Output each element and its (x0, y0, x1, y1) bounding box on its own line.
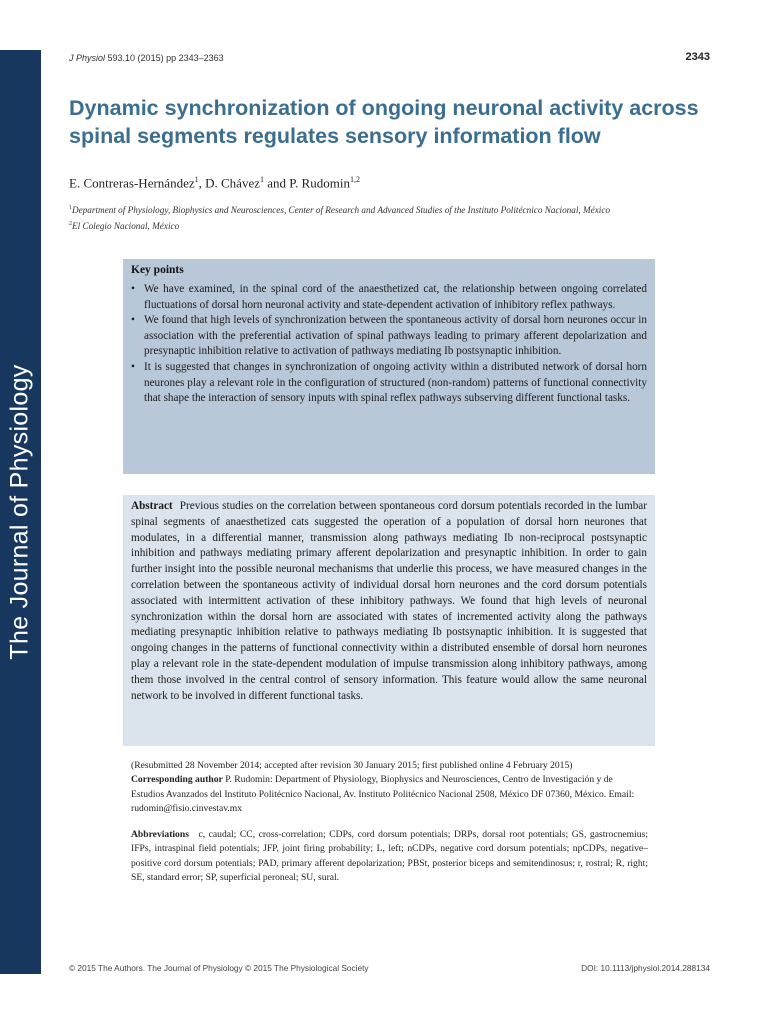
affiliation-text: Department of Physiology, Biophysics and Neurosciences, Center of Research and Advanced Studies of the Instituto Politécnico Nacional, México (72, 205, 611, 216)
bullet-icon: • (131, 283, 135, 295)
bullet-icon: • (131, 360, 135, 373)
footer-copyright: © 2015 The Authors. The Journal of Physiology © 2015 The Physiological Society (69, 963, 369, 973)
affiliation-text: El Colegio Nacional, México (72, 221, 180, 232)
author-separator: and (263, 175, 290, 191)
author-separator: , (198, 175, 206, 191)
affiliation-mark: 2 (69, 221, 72, 228)
footer-doi: DOI: 10.1113/jphysiol.2014.288134 (581, 963, 710, 973)
abbreviations (131, 828, 648, 885)
author-name: P. Rudomin (289, 175, 350, 191)
key-point-text: It is suggested that changes in synchronization of ongoing activity within a distributed network of dorsal horn neurones play a relevant role in the configuration of structured (non-random) patterns of functional connectivity that shape the interaction of sensory inputs with spinal reflex pathways subserving different functional tasks. (144, 360, 647, 405)
key-point-text: We have examined, in the spinal cord of the anaesthetized cat, the relationship between ongoing correlated fluctuations of dorsal horn neuronal activity and state-dependent activation of inhibitory reflex pathways. (144, 283, 647, 311)
bullet-icon: • (131, 314, 135, 327)
key-points-heading: Key points (131, 264, 184, 276)
page-number: 2343 (685, 51, 710, 63)
key-point (131, 282, 647, 313)
abbreviations-text: c, caudal; CC, cross-correlation; CDPs, cord dorsum potentials; DRPs, dorsal root potentials; GS, gastrocnemius; IFPs, intraspinal field potentials; JFP, joint firing probability; L, left; nCDPs, negative cord dorsum potentials; npCDPs, negative–positive cord dorsum potentials; PAD, primary afferent depolarization; PBSt, posterior biceps and semitendinosus; r, rostral; R, right; SE, standard error; SP, superficial peroneal; SU, sural. (131, 829, 648, 883)
key-points-box (123, 259, 655, 474)
corresponding-author-label: Corresponding author (131, 774, 223, 786)
article-history (131, 759, 648, 816)
key-point (131, 313, 647, 360)
corresponding-author (131, 773, 648, 816)
affiliation-mark: 1 (69, 205, 72, 211)
author-affiliation-mark: 1 (259, 175, 264, 184)
author-name: D. Chávez (205, 175, 260, 191)
affiliation (69, 201, 729, 217)
affiliation (69, 217, 729, 233)
author-affiliation-mark: 1 (194, 175, 199, 184)
affiliation-list (69, 201, 729, 233)
author-list (69, 175, 360, 191)
abstract-text: Previous studies on the correlation between spontaneous cord dorsum potentials recorded in the lumbar spinal segments of anaesthetized cats suggested the operation of a population of dorsal horn neurones that modulates, in a differential manner, transmission along pathways mediating Ib non-reciprocal postsynaptic inhibition and pathways mediating primary afferent depolarization and presynaptic inhibition. In order to gain further insight into the possible neuronal mechanisms that underlie this process, we have measured changes in the correlation between the spontaneous activity of individual dorsal horn neurones and the cord dorsum potentials associated with intermittent activation of these inhibitory pathways. We found that high levels of neuronal synchronization within the dorsal horn are associated with states of incremented activity along the pathways mediating presynaptic inhibition relative to pathways mediating Ib postsynaptic inhibition. It is suggested that ongoing changes in the patterns of functional connectivity within a distributed ensemble of dorsal horn neurones play a relevant role in the state-dependent modulation of impulse transmission along inhibitory pathways, among them those involved in the central control of sensory information. This feature would allow the same neuronal network to be involved in different functional tasks. (131, 500, 647, 702)
corresponding-author-text: P. Rudomin: Department of Physiology, Biophysics and Neurosciences, Centro de Investigación y de Estudios Avanzados del Instituto Politécnico Nacional, Av. Instituto Politécnico Nacional 2508, México DF 07360, México. Email: rudomin@fisio.cinvestav.mx (131, 774, 635, 814)
key-point-text: We found that high levels of synchronization between the spontaneous activity of dorsal horn neurones occur in association with the preferential activation of spinal pathways leading to primary afferent depolarization and presynaptic inhibition relative to activation of pathways mediating Ib postsynaptic inhibition. (144, 314, 647, 358)
running-head (69, 53, 224, 63)
abstract-box (123, 495, 655, 746)
author-affiliation-mark: 1,2 (349, 175, 360, 184)
journal-abbreviation: J Physiol (69, 53, 106, 63)
key-point (131, 360, 647, 407)
abstract-label: Abstract (131, 500, 173, 512)
key-points-list (131, 282, 647, 407)
citation: 593.10 (2015) pp 2343–2363 (107, 53, 224, 63)
article-title: Dynamic synchronization of ongoing neuronal activity across spinal segments regulates sensory information flow (69, 96, 699, 148)
abbreviations-label: Abbreviations (131, 829, 189, 840)
journal-name-vertical: The Journal of Physiology (5, 364, 34, 660)
history-dates: (Resubmitted 28 November 2014; accepted after revision 30 January 2015; first published online 4 February 2015) (131, 760, 573, 771)
author-name: E. Contreras-Hernández (69, 175, 195, 191)
